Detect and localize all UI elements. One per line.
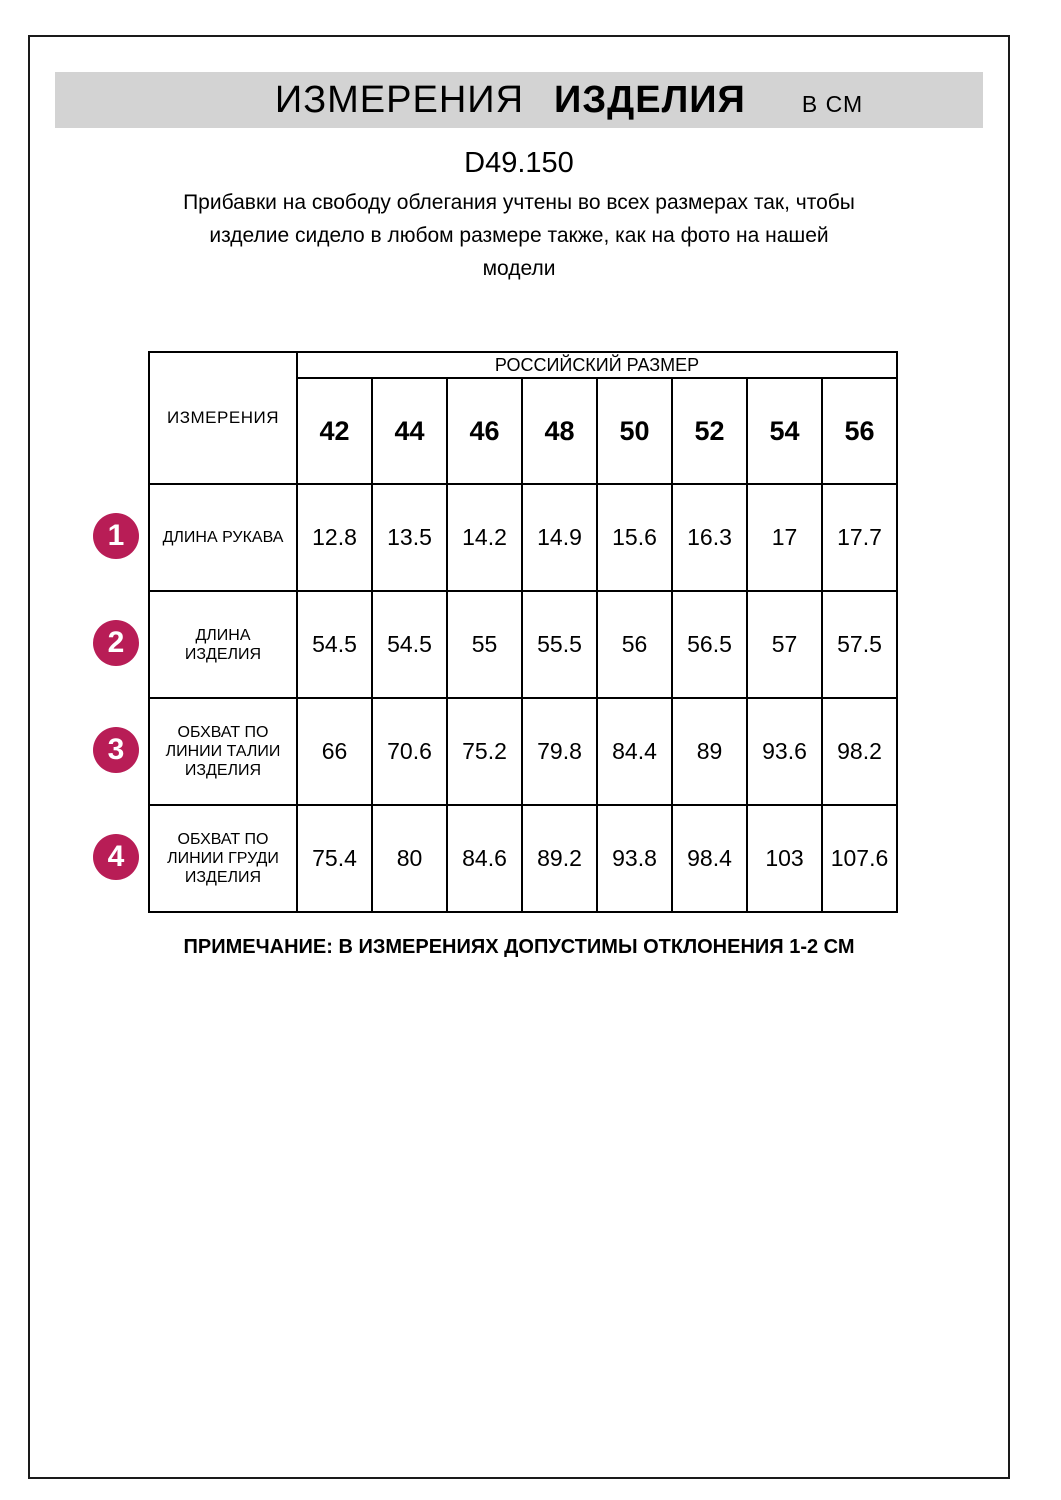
fit-note-line: изделие сидело в любом размере также, как на фото на нашей — [209, 224, 829, 247]
value-cell: 14.2 — [447, 484, 522, 591]
value-cell: 75.4 — [297, 805, 372, 912]
row-label-line: ИЗДЕЛИЯ — [184, 645, 262, 663]
value-cell: 66 — [297, 698, 372, 805]
size-cell: 48 — [522, 378, 597, 484]
value-cell: 12.8 — [297, 484, 372, 591]
value-cell: 80 — [372, 805, 447, 912]
row-label — [149, 698, 297, 805]
value-cell: 57 — [747, 591, 822, 698]
value-cell: 79.8 — [522, 698, 597, 805]
value-cell: 89.2 — [522, 805, 597, 912]
row-label — [149, 484, 297, 591]
product-code: D49.150 — [464, 147, 574, 179]
table-row-sleeve-length — [149, 484, 897, 591]
value-cell: 55.5 — [522, 591, 597, 698]
value-cell: 16.3 — [672, 484, 747, 591]
row-label — [149, 591, 297, 698]
size-cell: 50 — [597, 378, 672, 484]
value-cell: 54.5 — [297, 591, 372, 698]
value-cell: 55 — [447, 591, 522, 698]
measure-badge-2: 2 — [93, 620, 139, 666]
russian-size-header: РОССИЙСКИЙ РАЗМЕР — [297, 352, 897, 378]
size-cell: 54 — [747, 378, 822, 484]
size-cell: 46 — [447, 378, 522, 484]
fit-note-line: модели — [482, 257, 556, 280]
table-row-chest-girth — [149, 805, 897, 912]
value-cell: 89 — [672, 698, 747, 805]
title-measurements: ИЗМЕРЕНИЯ — [274, 79, 525, 121]
title-bar — [55, 72, 983, 128]
value-cell: 15.6 — [597, 484, 672, 591]
measure-badge-4: 4 — [93, 834, 139, 880]
value-cell: 17.7 — [822, 484, 897, 591]
value-cell: 17 — [747, 484, 822, 591]
measure-badge-1: 1 — [93, 513, 139, 559]
value-cell: 107.6 — [822, 805, 897, 912]
title-product: ИЗДЕЛИЯ — [554, 79, 746, 121]
size-cell: 56 — [822, 378, 897, 484]
row-label-line: ДЛИНА РУКАВА — [162, 529, 284, 546]
row-label-line: ИЗДЕЛИЯ — [184, 762, 262, 779]
row-label-line: ИЗДЕЛИЯ — [184, 869, 262, 886]
size-cell: 42 — [297, 378, 372, 484]
measure-badge-3: 3 — [93, 727, 139, 773]
table-row-waist-girth — [149, 698, 897, 805]
measurements-column-header: ИЗМЕРЕНИЯ — [149, 352, 297, 484]
tolerance-note: ПРИМЕЧАНИЕ: В ИЗМЕРЕНИЯХ ДОПУСТИМЫ ОТКЛОНЕНИЯ 1-2 СМ — [183, 936, 855, 958]
value-cell: 70.6 — [372, 698, 447, 805]
value-cell: 14.9 — [522, 484, 597, 591]
row-label-line: ОБХВАТ ПО — [177, 724, 269, 741]
value-cell: 84.6 — [447, 805, 522, 912]
value-cell: 54.5 — [372, 591, 447, 698]
row-label-line: ЛИНИИ ГРУДИ — [167, 850, 279, 867]
value-cell: 98.2 — [822, 698, 897, 805]
fit-note-paragraph — [28, 186, 1010, 285]
title-units-cm: В СМ — [801, 91, 864, 117]
size-band-row — [149, 352, 897, 378]
value-cell: 13.5 — [372, 484, 447, 591]
value-cell: 56 — [597, 591, 672, 698]
value-cell: 98.4 — [672, 805, 747, 912]
value-cell: 93.6 — [747, 698, 822, 805]
row-label-line: ЛИНИИ ТАЛИИ — [165, 743, 281, 760]
size-table — [148, 351, 898, 913]
fit-note-line: Прибавки на свободу облегания учтены во всех размерах так, чтобы — [183, 191, 855, 214]
value-cell: 84.4 — [597, 698, 672, 805]
value-cell: 75.2 — [447, 698, 522, 805]
value-cell: 56.5 — [672, 591, 747, 698]
row-label — [149, 805, 297, 912]
size-cell: 52 — [672, 378, 747, 484]
value-cell: 93.8 — [597, 805, 672, 912]
value-cell: 57.5 — [822, 591, 897, 698]
value-cell: 103 — [747, 805, 822, 912]
table-row-garment-length — [149, 591, 897, 698]
row-label-line: ДЛИНА — [195, 626, 251, 644]
row-label-line: ОБХВАТ ПО — [177, 831, 269, 848]
size-cell: 44 — [372, 378, 447, 484]
